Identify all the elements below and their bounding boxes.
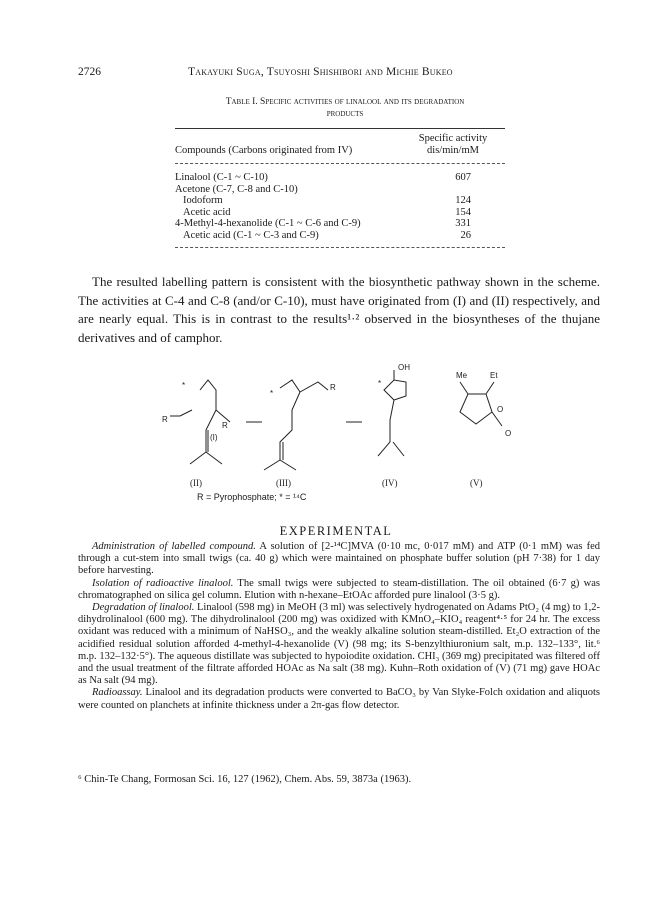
row-value: 26 — [460, 229, 471, 241]
compound-iii-label: (III) — [276, 478, 291, 488]
label-r: R — [162, 415, 168, 424]
running-authors: Takayuki Suga, Tsuyoshi Shishibori and Michie Bukeo — [188, 66, 453, 78]
table-row — [175, 230, 505, 242]
label-oh: OH — [398, 363, 410, 372]
label-et: Et — [490, 371, 498, 380]
table-row — [175, 172, 505, 184]
paragraph-text: The small twigs were subjected to steam-distillation. The oil obtained (6·7 g) was chromatographed on silica gel column. Elution with n-hexane–EtOAc afforded pure linalool (3·5 g). — [78, 577, 600, 601]
label-o-ring: O — [497, 405, 504, 414]
table-caption — [155, 96, 535, 120]
row-label: Acetic acid (C-1 ~ C-3 and C-9) — [183, 229, 319, 241]
row-value: 124 — [455, 195, 471, 206]
label-o-carbonyl: O — [505, 429, 512, 438]
label-me: Me — [456, 371, 468, 380]
label-r: R — [330, 383, 336, 392]
table-header — [175, 129, 505, 163]
compound-iv-structure — [378, 370, 406, 456]
row-value: 154 — [455, 206, 471, 218]
paragraph-heading: Radioassay. — [92, 687, 143, 699]
row-label: Iodoform — [183, 195, 223, 206]
compound-v-label: (V) — [470, 478, 483, 488]
compound-v-structure — [460, 382, 502, 426]
biosynthetic-scheme — [150, 360, 530, 510]
column-header-activity — [403, 133, 503, 157]
footnote: ⁶ Chin-Te Chang, Formosan Sci. 16, 127 (1962), Chem. Abs. 59, 3873a (1963). — [78, 774, 412, 785]
table-row — [175, 184, 505, 196]
experimental-paragraph — [78, 602, 600, 687]
label-r: R — [222, 421, 228, 430]
experimental-paragraph — [78, 541, 600, 578]
table-row — [175, 207, 505, 219]
compound-i-label: (I) — [210, 433, 218, 442]
paragraph-text: Linalool and its degradation products were converted to BaCO₃ by Van Slyke-Folch oxidation and aliquots were counted on planchets at infinite thickness under a 2π-gas flow detector. — [78, 687, 600, 711]
scheme-legend: R = Pyrophosphate; * = ¹⁴C — [197, 492, 307, 502]
table-row — [175, 218, 505, 230]
compound-ii-structure — [170, 380, 230, 464]
compound-iv-label: (IV) — [382, 478, 398, 488]
label-star: * — [182, 381, 186, 390]
row-label: Acetone (C-7, C-8 and C-10) — [175, 183, 298, 195]
experimental-paragraph — [78, 687, 600, 711]
table-row — [175, 195, 505, 207]
paragraph-heading: Administration of labelled compound. — [92, 541, 256, 552]
paragraph-text: Linalool (598 mg) in MeOH (3 ml) was selectively hydrogenated on Adams PtO₂ (4 mg) to 1,2-dihydrolinalool (600 mg). The dihydrolinalool (200 mg) was oxidized with KMnO₄–KIO₄ reagent⁴·⁵ for 24 hr. The excess oxidant was reduced with a minimum of NaHSO₃, and the weakly alkaline solution steam-distilled. Et₂O extraction of the acidified residual solution afforded 4-methyl-4-hexanolide (V) (98 mg; its S-benzylthiuronium salt, m.p. 132–133°, lit.⁶ m.p. 132–132·5°). The aqueous distillate was subjected to hypoiodite oxidation. CHI₃ (369 mg) precipitated was filtered off and the usual treatment of the filtrate afforded HOAc as Na salt (38 mg). Kuhn–Roth oxidation of (V) (71 mg) gave HOAc as Na salt (94 mg). — [78, 602, 600, 687]
row-label: Acetic acid — [183, 206, 231, 218]
column-header-activity-line-1: Specific activity — [418, 133, 488, 144]
row-value: 607 — [455, 172, 471, 183]
paragraph-heading: Degradation of linalool. — [92, 602, 195, 614]
experimental-paragraph — [78, 578, 600, 602]
activity-table — [175, 128, 505, 248]
row-label: Linalool (C-1 ~ C-10) — [175, 172, 268, 183]
section-title-experimental: EXPERIMENTAL — [279, 524, 393, 538]
compound-iii-structure — [264, 380, 328, 470]
experimental-section — [78, 541, 600, 712]
row-label: 4-Methyl-4-hexanolide (C-1 ~ C-6 and C-9) — [175, 218, 361, 229]
label-star: * — [378, 379, 382, 388]
table-bottom-rule — [175, 247, 505, 248]
scheme-drawing — [150, 360, 530, 510]
column-header-compounds: Compounds (Carbons originated from IV) — [175, 145, 353, 156]
table-caption-line-1: Table I. Specific activities of linalool and its degradation — [225, 97, 465, 107]
row-value: 331 — [455, 218, 471, 229]
paragraph-heading: Isolation of radioactive linalool. — [92, 577, 234, 589]
column-header-activity-line-2: dis/min/mM — [427, 145, 479, 156]
page-number: 2726 — [78, 66, 101, 78]
paragraph-text: A solution of [2-¹⁴C]MVA (0·10 mc, 0·017 mM) and ATP (0·1 mM) was fed through a cut-stem into small twigs (ca. 40 g) which were maintained on phosphate buffer solution (pH 7·38) for 1 day before harvesting. — [78, 541, 600, 577]
compound-ii-label: (II) — [190, 478, 202, 488]
label-star: * — [270, 389, 274, 398]
body-paragraph: The resulted labelling pattern is consistent with the biosynthetic pathway shown in the scheme. The activities at C-4 and C-8 (and/or C-10), must have originated from (I) and (II) respectively, and are nearly equal. This is in contrast to the results¹·² observed in the biosyntheses of the thujane derivatives and of camphor. — [78, 274, 600, 345]
table-caption-line-2: products — [326, 109, 364, 119]
table-header-rule — [175, 163, 505, 164]
